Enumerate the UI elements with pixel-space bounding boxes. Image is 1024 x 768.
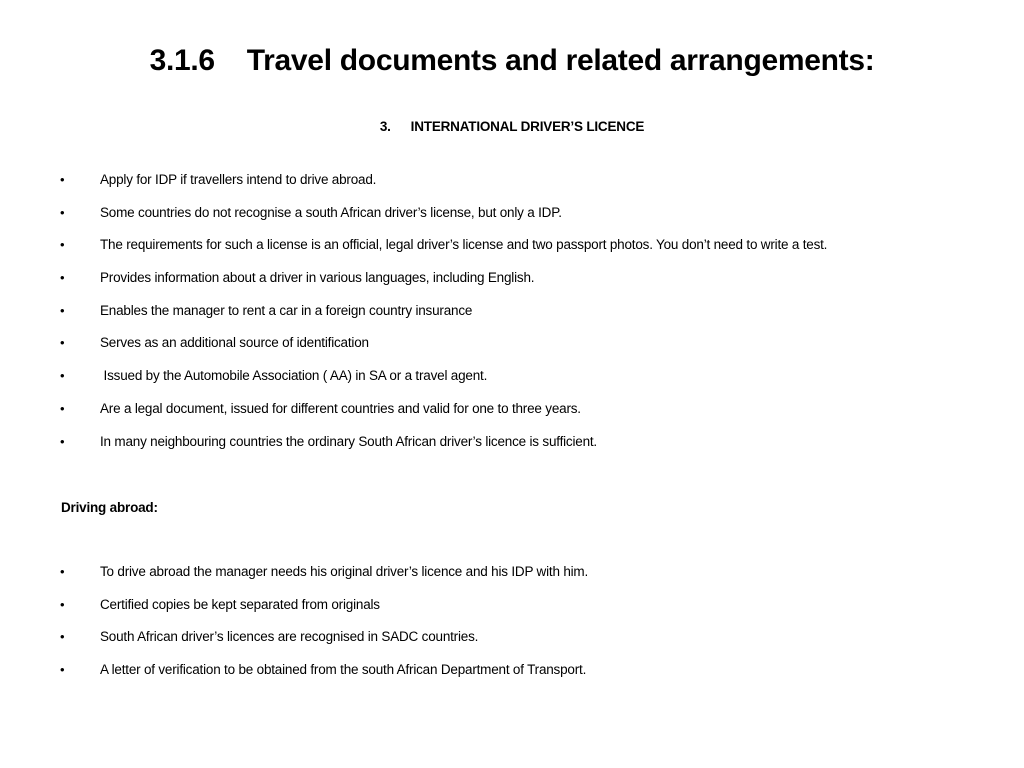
bullet-icon: • — [60, 596, 65, 612]
list-item-text: Apply for IDP if travellers intend to drive abroad. — [100, 172, 377, 187]
list-item — [60, 205, 1000, 238]
bullet-icon: • — [60, 204, 65, 220]
list-item — [60, 564, 1000, 597]
list-item — [60, 303, 1000, 336]
list-item-text: Serves as an additional source of identification — [100, 335, 369, 351]
list-item — [60, 597, 1000, 630]
bullet-icon: • — [60, 302, 65, 318]
list-item-text: In many neighbouring countries the ordinary South African driver’s licence is sufficient. — [100, 433, 597, 449]
list-item — [60, 629, 1000, 662]
bullet-icon: • — [60, 629, 65, 645]
slide-subtitle — [0, 119, 1024, 134]
list-item — [60, 662, 1000, 695]
list-item-text: Enables the manager to rent a car in a foreign country insurance — [100, 302, 473, 318]
bullet-icon: • — [60, 433, 65, 449]
list-item-text: Are a legal document, issued for different countries and valid for one to three years. — [100, 400, 581, 416]
list-item-text: The requirements for such a license is an official, legal driver’s license and two passport photos. You don’t need to write a test. — [100, 237, 828, 253]
list-item-text: Provides information about a driver in various languages, including English. — [100, 270, 535, 286]
list-item — [60, 335, 1000, 368]
list-item — [60, 434, 1000, 467]
list-item — [60, 401, 1000, 434]
slide-title — [0, 44, 1024, 78]
list-item — [60, 368, 1000, 401]
list-item — [60, 270, 1000, 303]
list-item-text: A letter of verification to be obtained from the south African Department of Transport. — [100, 662, 587, 678]
bullet-icon: • — [60, 368, 65, 384]
bullet-icon: • — [60, 172, 65, 187]
bullet-icon: • — [60, 270, 65, 286]
list-item-text: Certified copies be kept separated from originals — [100, 596, 380, 612]
title-number: 3.1.6 — [149, 44, 215, 77]
bullet-icon: • — [60, 335, 65, 351]
bullet-icon: • — [60, 237, 65, 253]
subtitle-text: INTERNATIONAL DRIVER’S LICENCE — [410, 119, 645, 134]
bullet-icon: • — [60, 564, 65, 579]
list-item-text: South African driver’s licences are recognised in SADC countries. — [100, 629, 479, 645]
list-item — [60, 237, 1000, 270]
list-item — [60, 172, 1000, 205]
title-text: Travel documents and related arrangements: — [246, 44, 875, 77]
section-heading-driving-abroad: Driving abroad: — [61, 500, 158, 515]
bullet-icon: • — [60, 662, 65, 678]
subtitle-number: 3. — [379, 119, 391, 134]
driving-abroad-bullet-list — [60, 564, 1000, 695]
list-item-text: Issued by the Automobile Association ( AA) in SA or a travel agent. — [100, 368, 488, 384]
list-item-text: Some countries do not recognise a south African driver’s license, but only a IDP. — [100, 204, 562, 220]
bullet-icon: • — [60, 400, 65, 416]
idp-bullet-list — [60, 172, 1000, 466]
list-item-text: To drive abroad the manager needs his original driver’s licence and his IDP with him. — [100, 564, 589, 579]
